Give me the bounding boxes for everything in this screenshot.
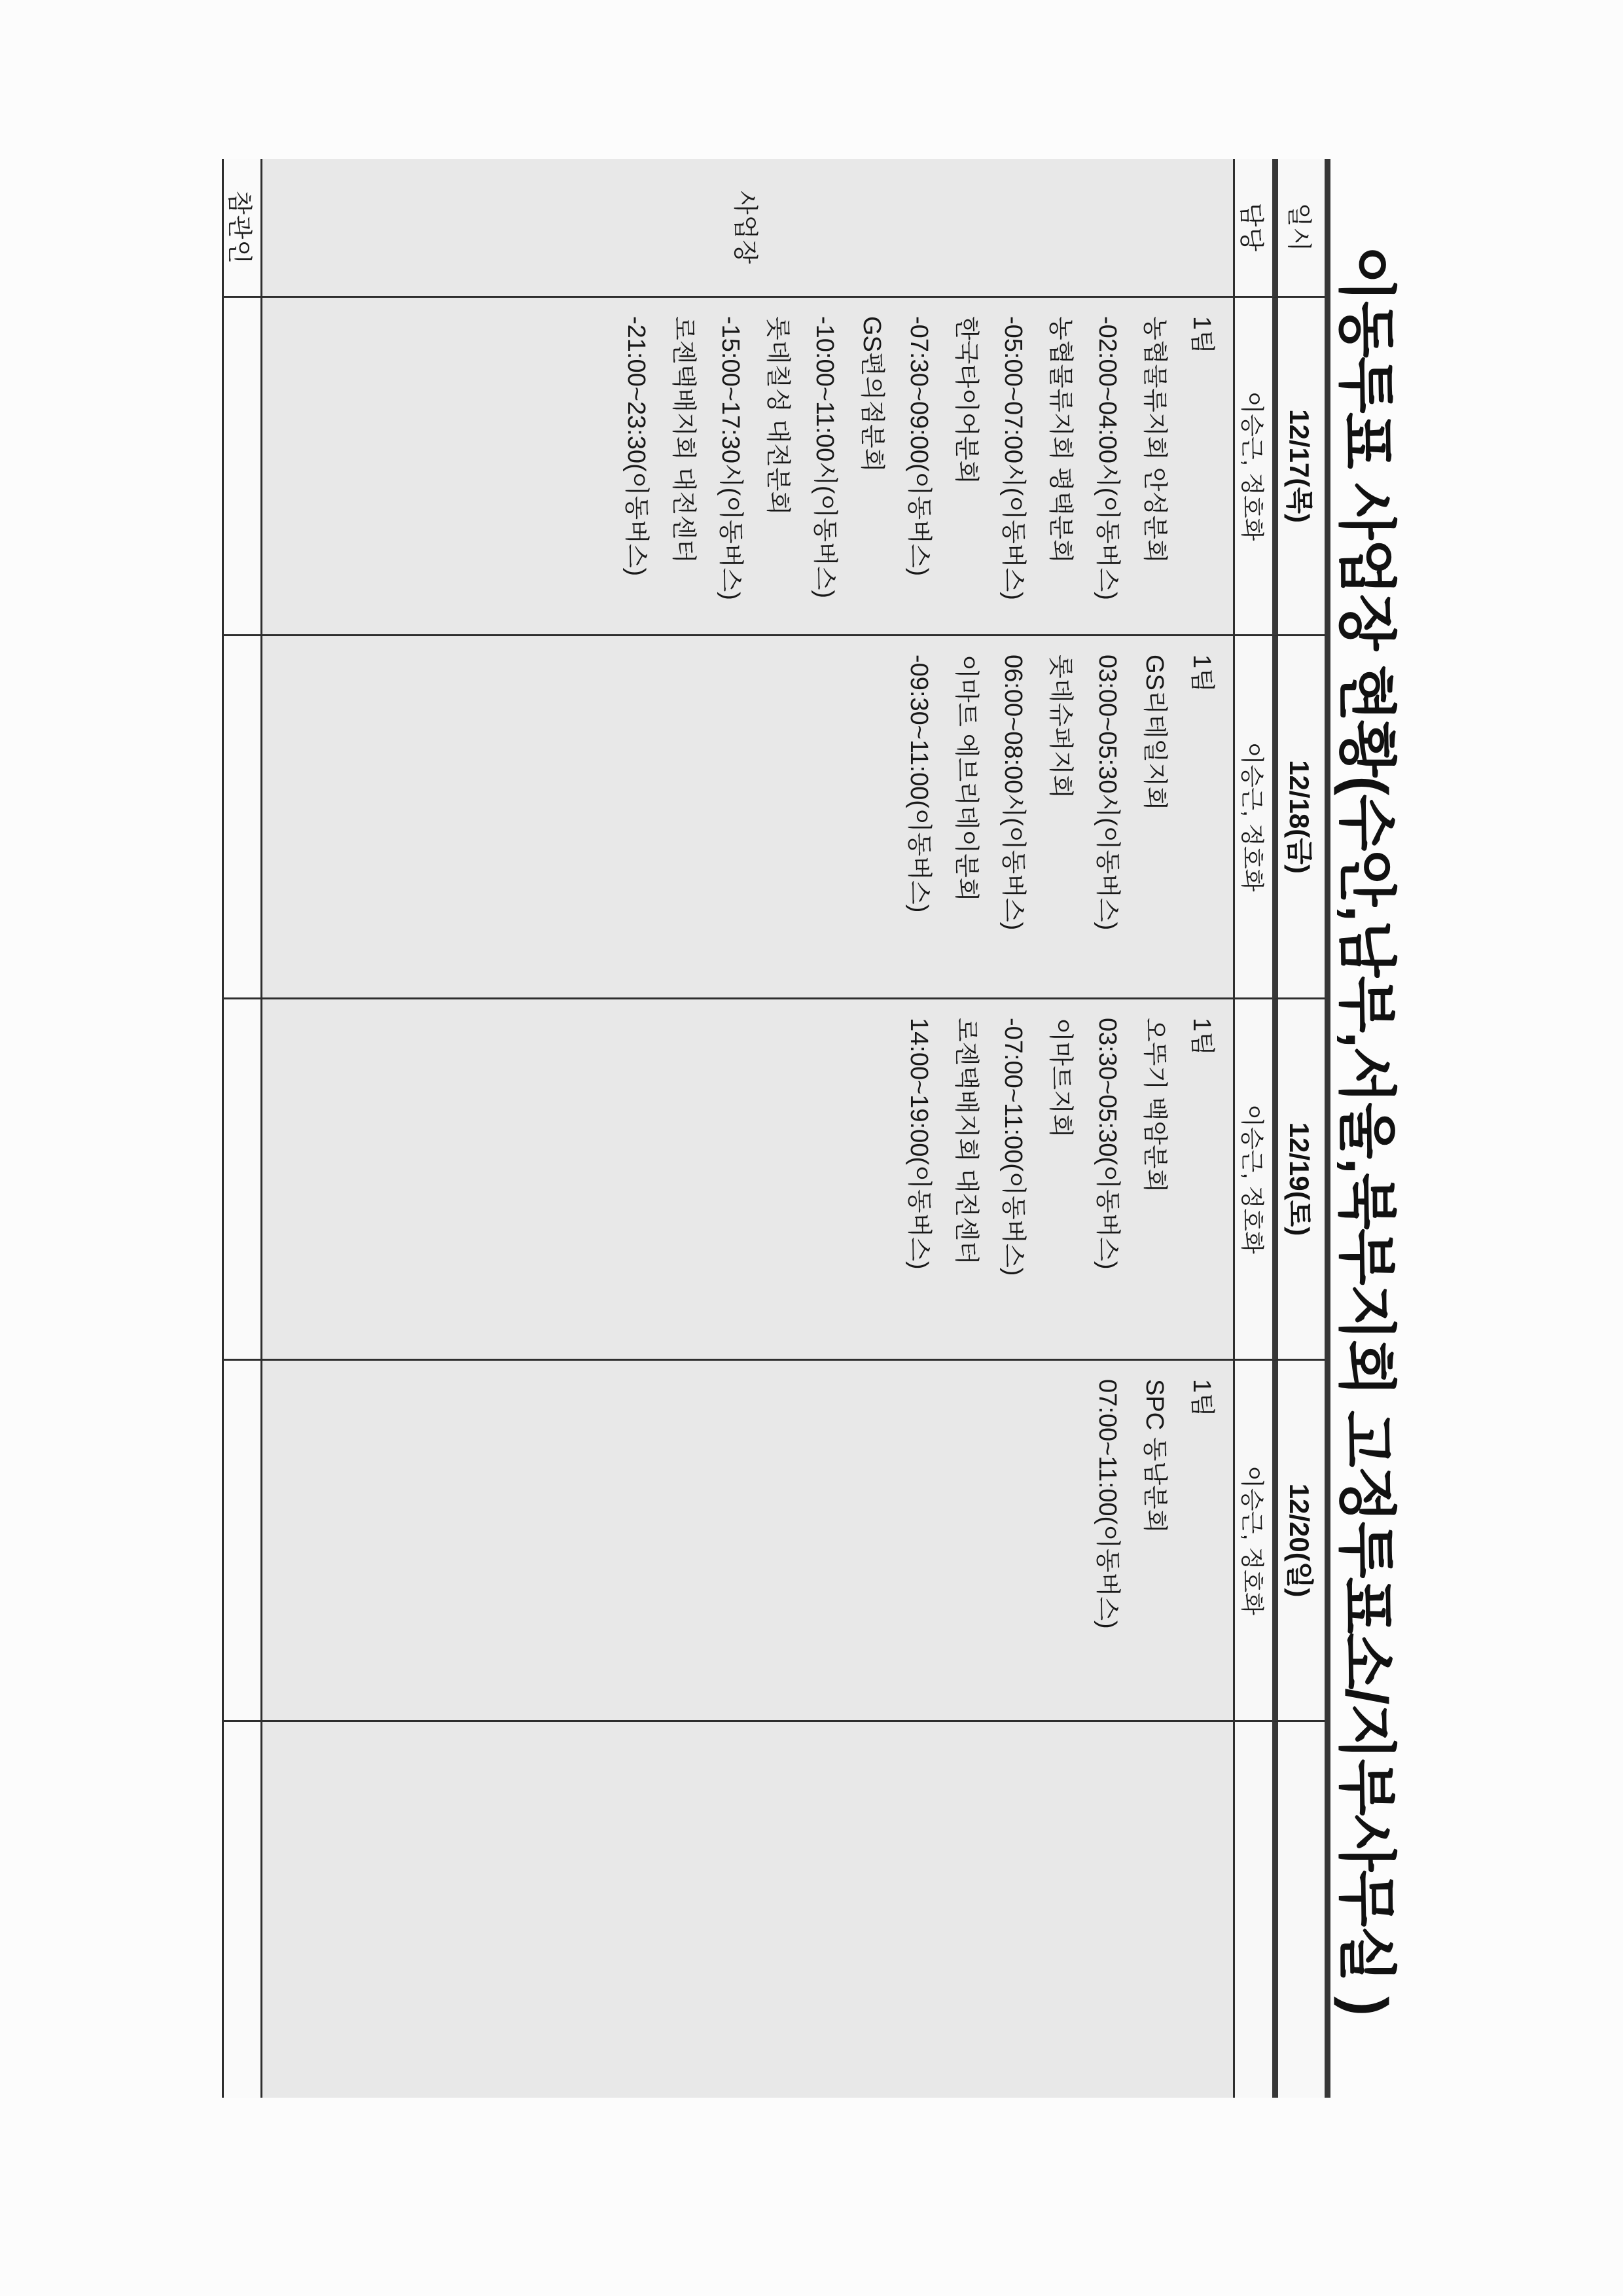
observer-cell: [224, 298, 260, 636]
site-line: -10:00~11:00시(이동버스): [811, 316, 838, 599]
site-line: -09:30~11:00(이동버스): [905, 655, 933, 913]
date-cell: [1272, 1722, 1325, 2098]
schedule-table: [222, 159, 1330, 2098]
date-cell: [1272, 999, 1325, 1361]
site-line: GS편의점분회: [858, 316, 885, 473]
staff-cell: [1233, 999, 1272, 1361]
site-cell: [260, 298, 1233, 636]
site-line: 07:00~11:00(이동버스): [1094, 1379, 1121, 1629]
row-label-date: [1272, 159, 1325, 298]
site-line: 1팀: [1188, 316, 1215, 354]
staff-text: 이승근, 정호화: [1239, 742, 1266, 892]
row-label-staff-text: 담당: [1237, 202, 1264, 253]
site-line: 로젠택배지회 대전센터: [952, 1018, 980, 1265]
staff-text: 이승근, 정호화: [1239, 391, 1266, 541]
site-line: 로젠택배지회 대전센터: [669, 316, 697, 564]
site-line: 03:30~05:30(이동버스): [1094, 1018, 1121, 1270]
site-line: 1팀: [1188, 1379, 1215, 1417]
date-cell: [1272, 298, 1325, 636]
site-line: -21:00~23:30(이동버스): [622, 316, 650, 577]
site-cell: [260, 1722, 1233, 2098]
date-cell: [1272, 636, 1325, 999]
site-line: 1팀: [1188, 655, 1215, 692]
staff-cell: [1233, 1722, 1272, 2098]
site-line: 한국타이어분회: [952, 316, 980, 484]
site-line: -15:00~17:30시(이동버스): [717, 316, 744, 600]
row-label-staff: [1233, 159, 1272, 298]
observer-cell: [224, 636, 260, 999]
site-cell: [260, 999, 1233, 1361]
staff-cell: [1233, 636, 1272, 999]
staff-text: 이승근, 정호화: [1239, 1465, 1266, 1615]
site-line: 1팀: [1188, 1018, 1215, 1056]
date-cell: [1272, 1361, 1325, 1722]
site-line: -05:00~07:00시(이동버스): [999, 316, 1027, 600]
row-label-date-text: 일시: [1285, 202, 1312, 253]
site-line: 농협물류지회 안성분회: [1141, 316, 1168, 564]
site-line: 롯데슈퍼지회: [1046, 655, 1074, 799]
site-line: 14:00~19:00(이동버스): [905, 1018, 933, 1270]
site-line: 농협물류지회 평택분회: [1046, 316, 1074, 564]
site-line: -02:00~04:00시(이동버스): [1094, 316, 1121, 600]
staff-text: 이승근, 정호화: [1239, 1104, 1266, 1254]
site-line: GS리테일지회: [1141, 655, 1168, 811]
site-line: -07:30~09:00(이동버스): [905, 316, 933, 577]
rotated-sheet: [216, 159, 1414, 2101]
site-line: 롯데칠성 대전분회: [764, 316, 791, 516]
site-line: 03:00~05:30시(이동버스): [1094, 655, 1121, 931]
date-text: 12/18(금): [1284, 760, 1315, 874]
row-label-observer: [224, 159, 260, 298]
site-line: SPC 동남분회: [1141, 1379, 1168, 1534]
staff-cell: [1233, 1361, 1272, 1722]
site-line: 이마트 에브리데이분회: [952, 655, 980, 902]
row-label-site-text: 사업장: [731, 190, 758, 265]
site-line: -07:00~11:00(이동버스): [999, 1018, 1027, 1276]
site-line: 06:00~08:00시(이동버스): [999, 655, 1027, 931]
site-line: 이마트지회: [1046, 1018, 1074, 1138]
row-label-observer-text: 참관인: [225, 190, 253, 265]
staff-cell: [1233, 298, 1272, 636]
observer-cell: [224, 1722, 260, 2098]
observer-cell: [224, 999, 260, 1361]
site-cell: [260, 1361, 1233, 1722]
site-line: 오뚜기 백암분회: [1141, 1018, 1168, 1193]
row-label-site: [260, 159, 1233, 298]
observer-cell: [224, 1361, 260, 1722]
site-cell: [260, 636, 1233, 999]
date-text: 12/19(토): [1284, 1122, 1315, 1236]
date-text: 12/17(목): [1284, 409, 1315, 523]
date-text: 12/20(일): [1284, 1483, 1315, 1598]
page-title: 이동투표 사업장 현황(수안,남부,서울,북부지회 고정투표소/지부사무실 ): [1333, 245, 1399, 2015]
